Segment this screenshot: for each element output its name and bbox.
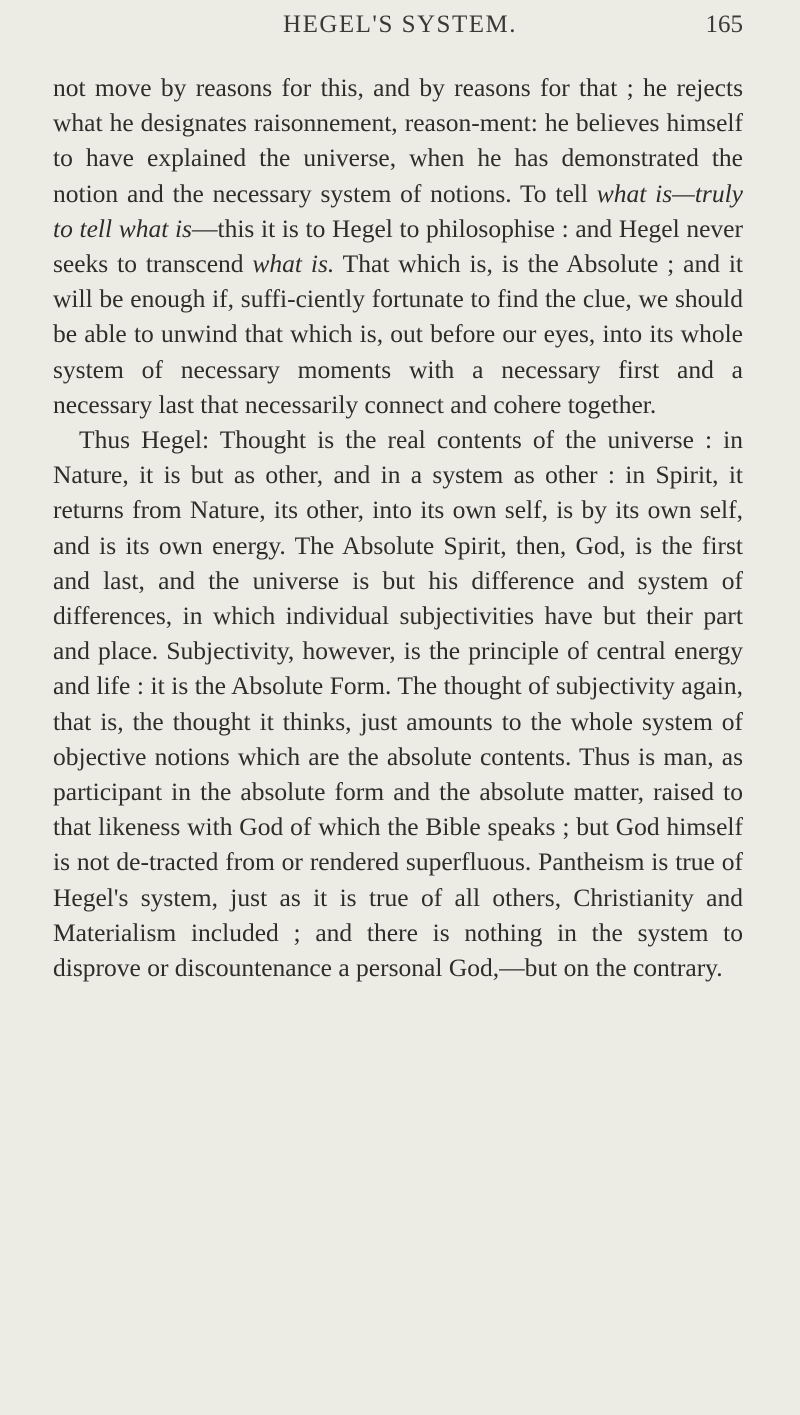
paragraph-1-text-c: That which is, is the Absolute ; and it will be enough if, suffi-ciently fortunate to find the clue, we should be able to unwind that which is, out before our eyes, into its whole system of necessary moments with a necessary first and a necessary last that necessarily connect and cohere together.	[53, 249, 744, 419]
running-head	[0, 11, 800, 51]
running-title: HEGEL'S SYSTEM.	[283, 11, 517, 38]
paragraph-1-italic-a: what is—truly to tell what is	[53, 178, 743, 243]
paragraph-1	[53, 70, 743, 422]
page-number: 165	[705, 11, 743, 38]
paragraph-1-text-b: —this it is to Hegel to philosophise : and Hegel never seeks to transcend	[53, 213, 743, 279]
paragraph-1-italic-b: what is.	[252, 249, 335, 279]
body-text	[53, 70, 743, 985]
paragraph-2: Thus Hegel: Thought is the real contents of the universe : in Nature, it is but as other, and in a system as other : in Spirit, it returns from Nature, its other, into its own self, is by its own self, and is its own energy. The Absolute Spirit, then, God, is the first and last, and the universe is but his difference and system of differences, in which individual subjectivities have but their part and place. Subjectivity, however, is the principle of central energy and life : it is the Absolute Form. The thought of subjectivity again, that is, the thought it thinks, just amounts to the whole system of objective notions which are the absolute contents. Thus is man, as participant in the absolute form and the absolute matter, raised to that likeness with God of which the Bible speaks ; but God himself is not de-tracted from or rendered superfluous. Pantheism is true of Hegel's system, just as it is true of all others, Christianity and Materialism included ; and there is nothing in the system to disprove or discountenance a personal God,—but on the contrary.	[53, 425, 743, 983]
paragraph-1-text-a: not move by reasons for this, and by reasons for that ; he rejects what he designates raisonnement, reason-ment: he believes himself to have explained the universe, when he has demonstrated the notion and the necessary system of notions. To tell	[53, 73, 743, 208]
